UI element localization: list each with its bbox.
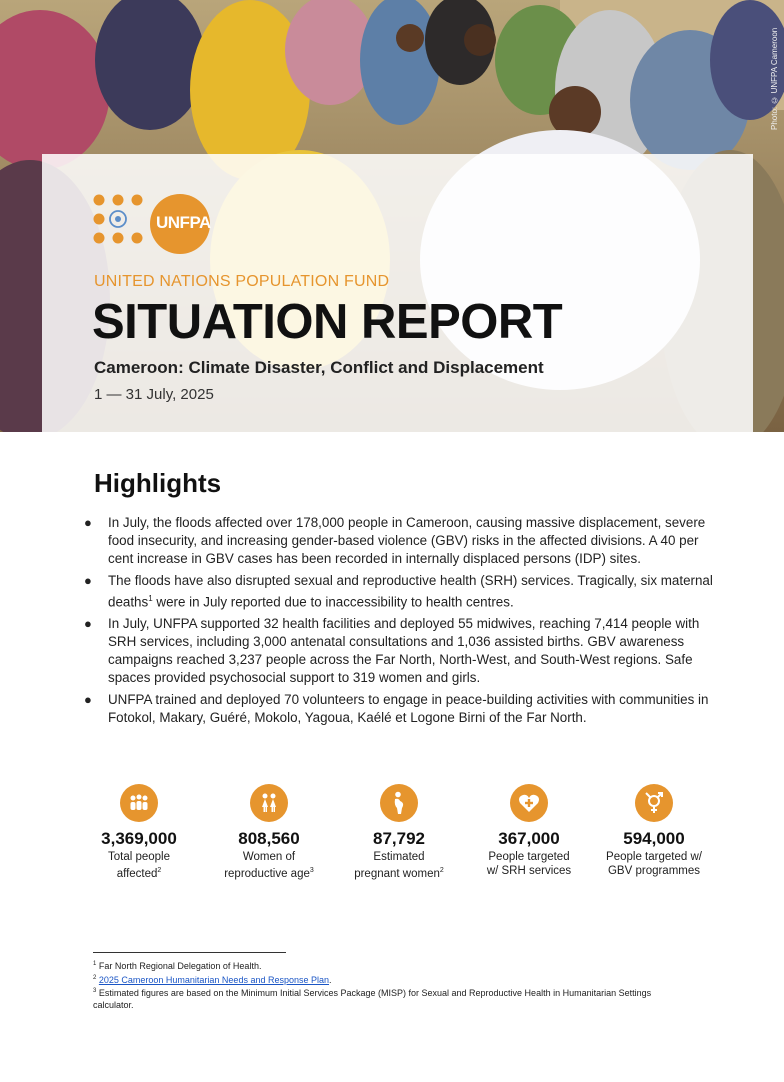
gender-symbol-icon: [635, 784, 673, 822]
highlight-text: In July, UNFPA supported 32 health facilities and deployed 55 midwives, reaching 7,414 people with SRH services, including 3,000 antenatal consultations and 1,036 assisted births. GBV awareness campaigns reached 3,237 people across the Far North, North-West, and South-West regions. Safe spaces provided psychosocial support to 319 women and girls.: [108, 616, 700, 686]
bullet-icon: ●: [84, 692, 92, 708]
stat-total-affected: [84, 784, 194, 881]
stat-label: Total people affected$^2$: [107, 851, 171, 880]
stat-label: People targeted w/ GBV programmes: [606, 851, 702, 877]
stat-value: 3,369,000: [101, 829, 177, 848]
title-panel: [42, 154, 753, 432]
pregnant-woman-icon: [380, 784, 418, 822]
photo-credit: Photo: © UNFPA Cameroon: [770, 27, 779, 130]
health-heart-icon: [510, 784, 548, 822]
footnote-ref: 1: [148, 594, 153, 603]
report-date-range: 1 — 31 July, 2025: [94, 386, 214, 403]
footnote: $^3$ Estimated figures are based on the Minimum Initial Services Package (MISP) for Sexual and Reproductive Health in Humanitarian Settings calculator.: [93, 988, 652, 1010]
agency-name: UNITED NATIONS POPULATION FUND: [94, 273, 390, 290]
people-group-icon: [120, 784, 158, 822]
highlight-text: In July, the floods affected over 178,000 people in Cameroon, causing massive displacement, severe food insecurity, and increasing gender-based violence (GBV) risks in the affected divisions. A 40 per cent increase in GBV cases has been recorded in internally displaced persons (IDP) sites.: [108, 515, 706, 566]
report-subtitle: Cameroon: Climate Disaster, Conflict and Displacement: [94, 358, 544, 377]
footnote-link[interactable]: 2025 Cameroon Humanitarian Needs and Response Plan: [98, 974, 330, 985]
list-item: [82, 691, 722, 727]
women-icon: [250, 784, 288, 822]
list-item: [82, 514, 722, 568]
stat-value: 367,000: [498, 829, 560, 848]
footnote: $^1$ Far North Regional Delegation of Health.: [93, 961, 262, 971]
page-title: SITUATION REPORT: [92, 295, 563, 349]
logo-text: UNFPA: [156, 213, 211, 232]
highlights-list: [82, 514, 722, 731]
stat-value: 594,000: [623, 829, 685, 848]
list-item: [82, 572, 722, 611]
stat-gbv-targeted: [599, 784, 709, 878]
highlights-heading: Highlights: [94, 468, 222, 498]
stat-label: Estimated pregnant women$^2$: [354, 851, 444, 880]
list-item: [82, 615, 722, 687]
footnote: $^2$ 2025 Cameroon Humanitarian Needs and Response Plan.: [93, 974, 332, 985]
bullet-icon: ●: [84, 573, 92, 588]
stat-srh-targeted: [474, 784, 584, 878]
bullet-icon: ●: [84, 616, 92, 632]
footnotes: [93, 959, 693, 1011]
highlight-text: The floods have also disrupted sexual and reproductive health (SRH) services. Tragically, six maternal deaths: [108, 573, 713, 610]
stat-women-reproductive-age: [214, 784, 324, 881]
stat-label: Women of reproductive age$^3$: [224, 851, 314, 880]
footnote-divider: [93, 952, 286, 953]
bullet-icon: ●: [84, 515, 92, 530]
stat-value: 87,792: [373, 829, 425, 848]
highlight-text: UNFPA trained and deployed 70 volunteers to engage in peace-building activities with communities in Fotokol, Makary, Guéré, Mokolo, Yagoua, Kaélé et Logone Birni of the Far North.: [108, 692, 709, 726]
stat-pregnant-women: [344, 784, 454, 881]
key-figures: [84, 784, 724, 884]
highlight-text: were in July reported due to inaccessibility to health centres.: [152, 594, 514, 610]
stat-label: People targeted w/ SRH services: [486, 851, 572, 877]
stat-value: 808,560: [238, 829, 300, 848]
unfpa-logo: [92, 193, 222, 255]
